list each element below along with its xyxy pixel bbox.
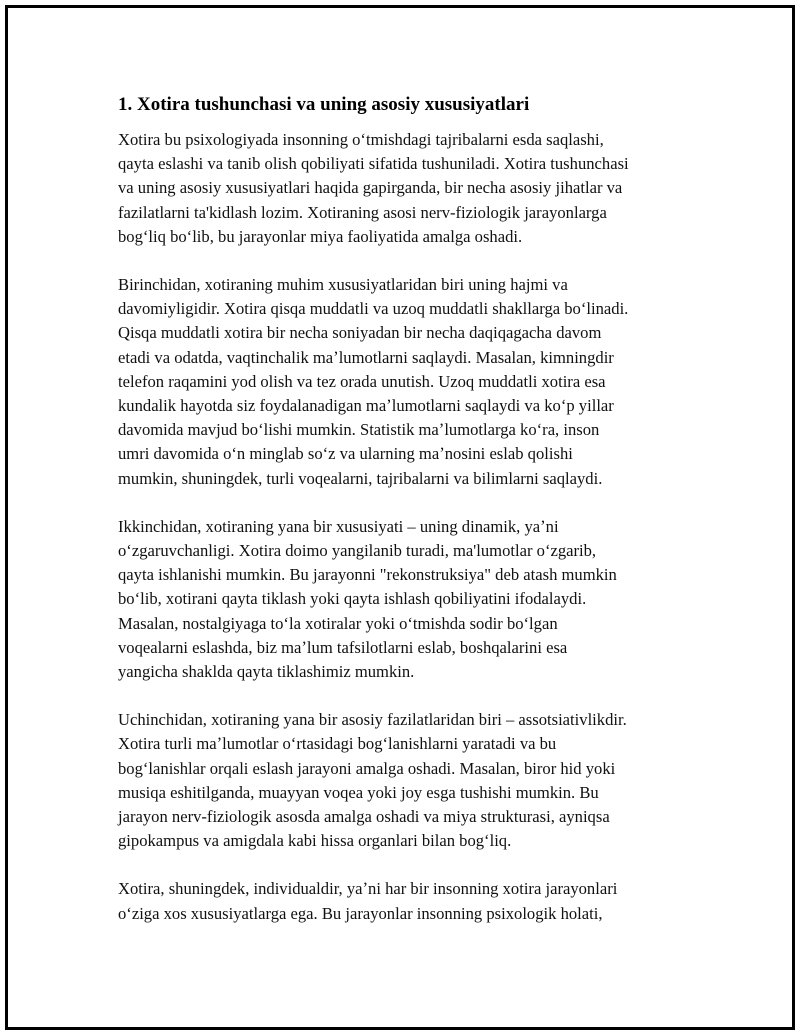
paragraph-second-property: Ikkinchidan, xotiraning yana bir xususiyati – uning dinamik, yaʼni oʻzgaruvchanligi. Xotira doimo yangilanib turadi, ma'lumotlar oʻzgarib, qayta ishlanishi mumkin. Bu jarayonni "rekonstruksiya" deb atash mumkin boʻlib, xotirani qayta tiklash yoki qayta ishlash qobiliyatini ifodalaydi. Masalan, nostalgiyaga toʻla xotiralar yoki oʻtmishda sodir boʻlgan voqealarni eslashda, biz maʼlum tafsilotlarni eslab, boshqalarini esa yangicha shaklda qayta tiklashimiz mumkin. <box>118 516 617 682</box>
document-body <box>118 92 698 950</box>
paragraph-third-property: Uchinchidan, xotiraning yana bir asosiy fazilatlaridan biri – assotsiativlikdir. Xotira turli maʼlumotlar oʻrtasidagi bogʻlanishlarni yaratadi va bu bogʻlanishlar orqali eslash jarayoni amalga oshadi. Masalan, biror hid yoki musiqa eshitilganda, muayyan voqea yoki joy esga tushishi mumkin. Bu jarayon nerv-fiziologik asosda amalga oshadi va miya strukturasi, ayniqsa gipokampus va amigdala kabi hissa organlari bilan bogʻliq. <box>118 710 627 851</box>
section-heading: 1. Xotira tushunchasi va uning asosiy xususiyatlari <box>118 94 530 115</box>
paragraph-individuality: Xotira, shuningdek, individualdir, yaʼni har bir insonning xotira jarayonlari oʻziga xos xususiyatlarga ega. Bu jarayonlar insonning psixologik holati, <box>118 879 618 923</box>
paragraph-intro: Xotira bu psixologiyada insonning oʻtmishdagi tajribalarni esda saqlashi, qayta eslashi va tanib olish qobiliyati sifatida tushuniladi. Xotira tushunchasi va uning asosiy xususiyatlari haqida gapirganda, bir necha asosiy jihatlar va fazilatlarni ta'kidlash lozim. Xotiraning asosi nerv-fiziologik jarayonlarga bogʻliq boʻlib, bu jarayonlar miya faoliyatida amalga oshadi. <box>118 130 629 246</box>
paragraph-first-property: Birinchidan, xotiraning muhim xususiyatlaridan biri uning hajmi va davomiyligidir. Xotira qisqa muddatli va uzoq muddatli shakllarga boʻlinadi. Qisqa muddatli xotira bir necha soniyadan bir necha daqiqagacha davom etadi va odatda, vaqtinchalik maʼlumotlarni saqlaydi. Masalan, kimningdir telefon raqamini yod olish va tez orada unutish. Uzoq muddatli xotira esa kundalik hayotda siz foydalanadigan maʼlumotlarni saqlaydi va koʻp yillar davomida mavjud boʻlishi mumkin. Statistik maʼlumotlarga koʻra, inson umri davomida oʻn minglab soʻz va ularning maʼnosini eslab qolishi mumkin, shuningdek, turli voqealarni, tajribalarni va bilimlarni saqlaydi. <box>118 275 629 488</box>
